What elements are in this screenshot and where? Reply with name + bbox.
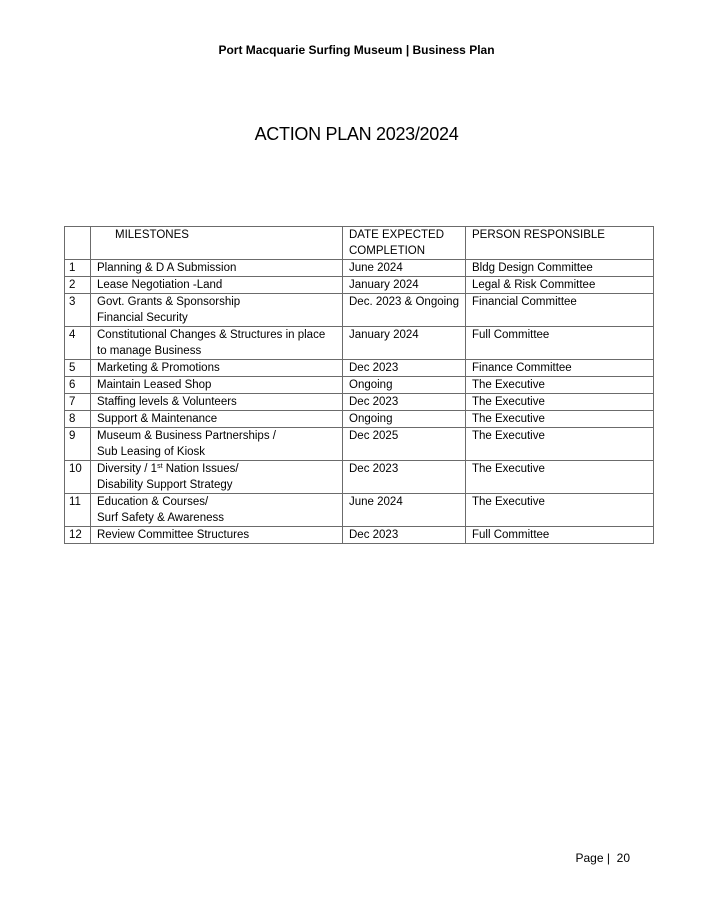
milestone-line2: Sub Leasing of Kiosk (97, 446, 206, 458)
milestone-line1: Education & Courses/ (97, 496, 209, 508)
table-row (65, 260, 654, 277)
row-date: Dec 2023 (343, 394, 466, 411)
row-milestone (91, 294, 343, 327)
row-person: The Executive (466, 428, 654, 461)
row-date: Dec 2023 (343, 360, 466, 377)
row-date: Dec 2025 (343, 428, 466, 461)
row-milestone (91, 327, 343, 360)
row-person: The Executive (466, 411, 654, 428)
superscript-ordinal: st (157, 463, 163, 470)
page-header: Port Macquarie Surfing Museum | Business Plan (218, 43, 495, 57)
row-number: 2 (65, 277, 91, 294)
table-row (65, 277, 654, 294)
row-date: Dec 2023 (343, 461, 466, 494)
milestone-line2: to manage Business (97, 345, 202, 357)
row-date: June 2024 (343, 260, 466, 277)
row-person: The Executive (466, 461, 654, 494)
milestone-line2: Surf Safety & Awareness (97, 512, 224, 524)
row-number: 9 (65, 428, 91, 461)
row-number: 12 (65, 527, 91, 544)
row-date: Ongoing (343, 411, 466, 428)
row-number: 8 (65, 411, 91, 428)
table-row (65, 494, 654, 527)
row-milestone: Maintain Leased Shop (91, 377, 343, 394)
row-milestone (91, 428, 343, 461)
row-milestone (91, 461, 343, 494)
row-date: Ongoing (343, 377, 466, 394)
row-person: Financial Committee (466, 294, 654, 327)
row-number: 1 (65, 260, 91, 277)
header-date-line2: COMPLETION (349, 245, 426, 257)
page-footer (575, 851, 630, 865)
table-row (65, 377, 654, 394)
row-date: Dec. 2023 & Ongoing (343, 294, 466, 327)
row-number: 10 (65, 461, 91, 494)
page-label: Page | (575, 851, 610, 865)
milestone-line1: Museum & Business Partnerships / (97, 430, 276, 442)
row-number: 3 (65, 294, 91, 327)
header-date-expected (343, 227, 466, 260)
milestone-line2: Financial Security (97, 312, 188, 324)
header-date-line1: DATE EXPECTED (349, 229, 444, 241)
milestone-text-b: Nation Issues/ (162, 463, 239, 475)
row-milestone (91, 494, 343, 527)
table-row (65, 394, 654, 411)
row-number: 6 (65, 377, 91, 394)
milestone-line2: Disability Support Strategy (97, 479, 233, 491)
row-person: Full Committee (466, 327, 654, 360)
row-milestone: Review Committee Structures (91, 527, 343, 544)
row-milestone: Staffing levels & Volunteers (91, 394, 343, 411)
table-row (65, 527, 654, 544)
header-person-responsible: PERSON RESPONSIBLE (466, 227, 654, 260)
row-person: The Executive (466, 377, 654, 394)
row-number: 5 (65, 360, 91, 377)
row-person: Bldg Design Committee (466, 260, 654, 277)
milestone-line1: Constitutional Changes & Structures in place (97, 329, 326, 341)
table-row (65, 461, 654, 494)
row-milestone: Support & Maintenance (91, 411, 343, 428)
row-number: 11 (65, 494, 91, 527)
row-milestone: Planning & D A Submission (91, 260, 343, 277)
table-row (65, 294, 654, 327)
row-date: Dec 2023 (343, 527, 466, 544)
row-date: June 2024 (343, 494, 466, 527)
row-milestone: Marketing & Promotions (91, 360, 343, 377)
row-date: January 2024 (343, 327, 466, 360)
header-number-cell (65, 227, 91, 260)
row-milestone: Lease Negotiation -Land (91, 277, 343, 294)
row-date: January 2024 (343, 277, 466, 294)
milestone-text-a: Diversity / 1 (97, 463, 158, 475)
milestone-line1 (97, 461, 336, 477)
table-row (65, 428, 654, 461)
action-plan-table (64, 226, 654, 544)
page-number: 20 (616, 851, 630, 865)
milestone-line1: Govt. Grants & Sponsorship (97, 296, 241, 308)
table-row (65, 360, 654, 377)
page-title: ACTION PLAN 2023/2024 (254, 124, 459, 144)
row-person: Legal & Risk Committee (466, 277, 654, 294)
row-number: 7 (65, 394, 91, 411)
table-row (65, 327, 654, 360)
header-milestones: MILESTONES (91, 227, 343, 260)
row-person: Finance Committee (466, 360, 654, 377)
row-number: 4 (65, 327, 91, 360)
table-row (65, 411, 654, 428)
row-person: Full Committee (466, 527, 654, 544)
table-header-row (65, 227, 654, 260)
row-person: The Executive (466, 494, 654, 527)
row-person: The Executive (466, 394, 654, 411)
